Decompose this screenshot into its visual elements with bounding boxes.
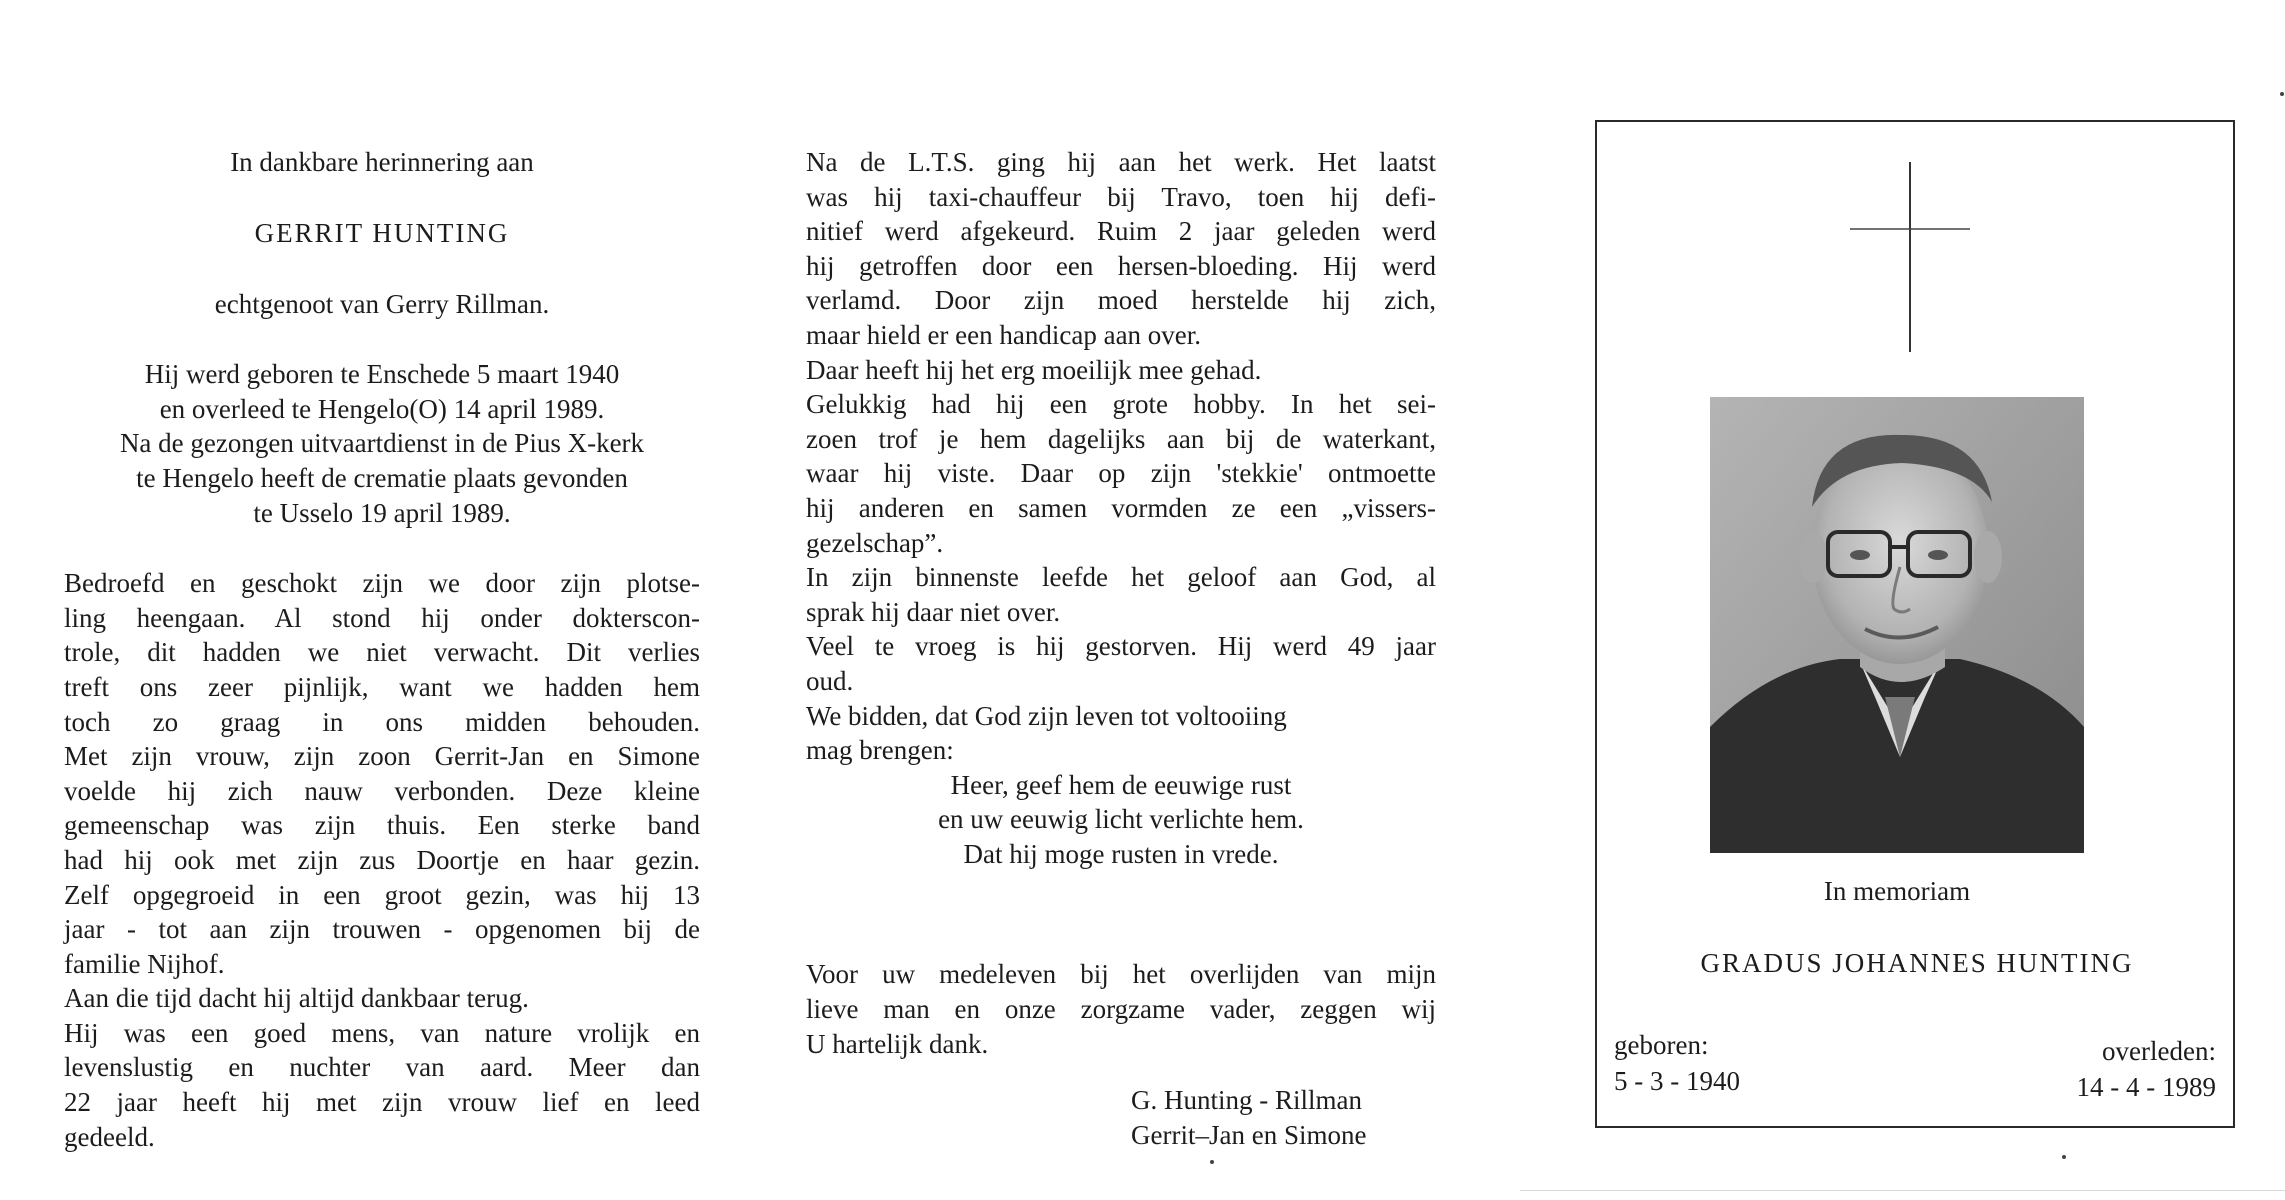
- fact-line: Na de gezongen uitvaartdienst in de Pius X-kerk: [119, 428, 645, 459]
- spouse-line: echtgenoot van Gerry Rillman.: [214, 288, 550, 319]
- died-label: overleden:: [2102, 1036, 2216, 1066]
- fact-line: te Usselo 19 april 1989.: [253, 497, 511, 528]
- story-line: was hij taxi-chauffeur bij Travo, toen hij defi-: [806, 181, 1436, 212]
- story-line: gedeeld.: [64, 1121, 155, 1152]
- story-line: familie Nijhof.: [64, 948, 225, 979]
- scan-edge: [1520, 1190, 2285, 1191]
- story-line: In zijn binnenste leefde het geloof aan God, al: [806, 562, 1436, 593]
- prayer-line: Dat hij moge rusten in vrede.: [963, 838, 1279, 869]
- thanks-line: Voor uw medeleven bij het overlijden van mijn: [806, 959, 1436, 990]
- prayer: [806, 768, 1436, 872]
- edge-mark: [2280, 92, 2284, 96]
- died-date: 14 - 4 - 1989: [2076, 1072, 2216, 1102]
- story-line: ling heengaan. Al stond hij onder dokterscon-: [64, 602, 700, 633]
- cross-icon: [1850, 162, 1970, 352]
- story-line: levenslustig en nuchter van aard. Meer dan: [64, 1052, 700, 1083]
- story-line: Zelf opgegroeid in een groot gezin, was hij 13: [64, 879, 700, 910]
- story-line: treft ons zeer pijnlijk, want we hadden hem: [64, 671, 700, 702]
- story-line: sprak hij daar niet over.: [806, 596, 1061, 627]
- story-line: Daar heeft hij het erg moeilijk mee gehad.: [806, 354, 1262, 385]
- memorial-card: [1595, 120, 2235, 1128]
- story-line: Aan die tijd dacht hij altijd dankbaar terug.: [64, 983, 529, 1014]
- story-line: zoen trof je hem dagelijks aan bij de waterkant,: [806, 423, 1436, 454]
- story-line: Hij was een goed mens, van nature vrolijk en: [64, 1017, 700, 1048]
- story-line: toch zo graag in ons midden behouden.: [64, 706, 700, 737]
- story-line: voelde hij zich nauw verbonden. Deze kleine: [64, 775, 700, 806]
- intro-line: In dankbare herinnering aan: [230, 147, 534, 177]
- left-story: [64, 566, 700, 1154]
- born-date: 5 - 3 - 1940: [1614, 1066, 1740, 1096]
- person-name: GERRIT HUNTING: [254, 218, 510, 248]
- story-line: hij anderen en samen vormden ze een „vissers-: [806, 492, 1436, 523]
- story-line: hij getroffen door een hersen-bloeding. Hij werd: [806, 250, 1436, 281]
- middle-column: [806, 145, 1436, 1152]
- print-mark: [1210, 1160, 1214, 1164]
- portrait-photo: [1710, 397, 2084, 853]
- story-line: maar hield er een handicap aan over.: [806, 319, 1202, 350]
- thanks-line: U hartelijk dank.: [806, 1028, 989, 1059]
- story-line: gezelschap”.: [806, 527, 944, 558]
- prayer-line: Heer, geef hem de eeuwige rust: [950, 769, 1292, 800]
- biographical-facts: [64, 357, 700, 530]
- prayer-line: en uw eeuwig licht verlichte hem.: [938, 804, 1304, 835]
- story-line: had hij ook met zijn zus Doortje en haar gezin.: [64, 844, 700, 875]
- fact-line: Hij werd geboren te Enschede 5 maart 1940: [144, 359, 620, 390]
- story-line: mag brengen:: [806, 735, 954, 766]
- signature: [1131, 1083, 1436, 1152]
- thanks-note: [806, 957, 1436, 1061]
- story-line: gemeenschap was zijn thuis. Een sterke band: [64, 810, 700, 841]
- story-line: waar hij viste. Daar op zijn 'stekkie' ontmoette: [806, 458, 1436, 489]
- middle-story: [806, 145, 1436, 768]
- fact-line: te Hengelo heeft de crematie plaats gevonden: [136, 462, 628, 493]
- story-line: 22 jaar heeft hij met zijn vrouw lief en leed: [64, 1087, 700, 1118]
- signature-line: G. Hunting - Rillman: [1131, 1085, 1362, 1116]
- deceased-name: GRADUS JOHANNES HUNTING: [1700, 948, 2134, 978]
- thanks-line: lieve man en onze zorgzame vader, zeggen wij: [806, 994, 1436, 1025]
- born-label: geboren:: [1614, 1030, 1709, 1060]
- left-column: [64, 145, 700, 1154]
- story-line: Veel te vroeg is hij gestorven. Hij werd 49 jaar: [806, 631, 1436, 662]
- signature-line: Gerrit–Jan en Simone: [1131, 1119, 1367, 1150]
- story-line: Met zijn vrouw, zijn zoon Gerrit-Jan en Simone: [64, 741, 700, 772]
- print-mark: [2062, 1155, 2066, 1159]
- story-line: oud.: [806, 665, 854, 696]
- story-line: Gelukkig had hij een grote hobby. In het sei-: [806, 389, 1436, 420]
- fact-line: en overleed te Hengelo(O) 14 april 1989.: [159, 393, 605, 424]
- story-line: trole, dit hadden we niet verwacht. Dit verlies: [64, 637, 700, 668]
- story-line: Na de L.T.S. ging hij aan het werk. Het laatst: [806, 147, 1436, 177]
- story-line: verlamd. Door zijn moed herstelde hij zich,: [806, 285, 1436, 316]
- story-line: jaar - tot aan zijn trouwen - opgenomen bij de: [64, 914, 700, 945]
- story-line: nitief werd afgekeurd. Ruim 2 jaar geleden werd: [806, 216, 1436, 247]
- story-line: Bedroefd en geschokt zijn we door zijn plotse-: [64, 568, 700, 599]
- story-line: We bidden, dat God zijn leven tot voltooiing: [806, 700, 1287, 731]
- in-memoriam-heading: In memoriam: [1823, 876, 1971, 906]
